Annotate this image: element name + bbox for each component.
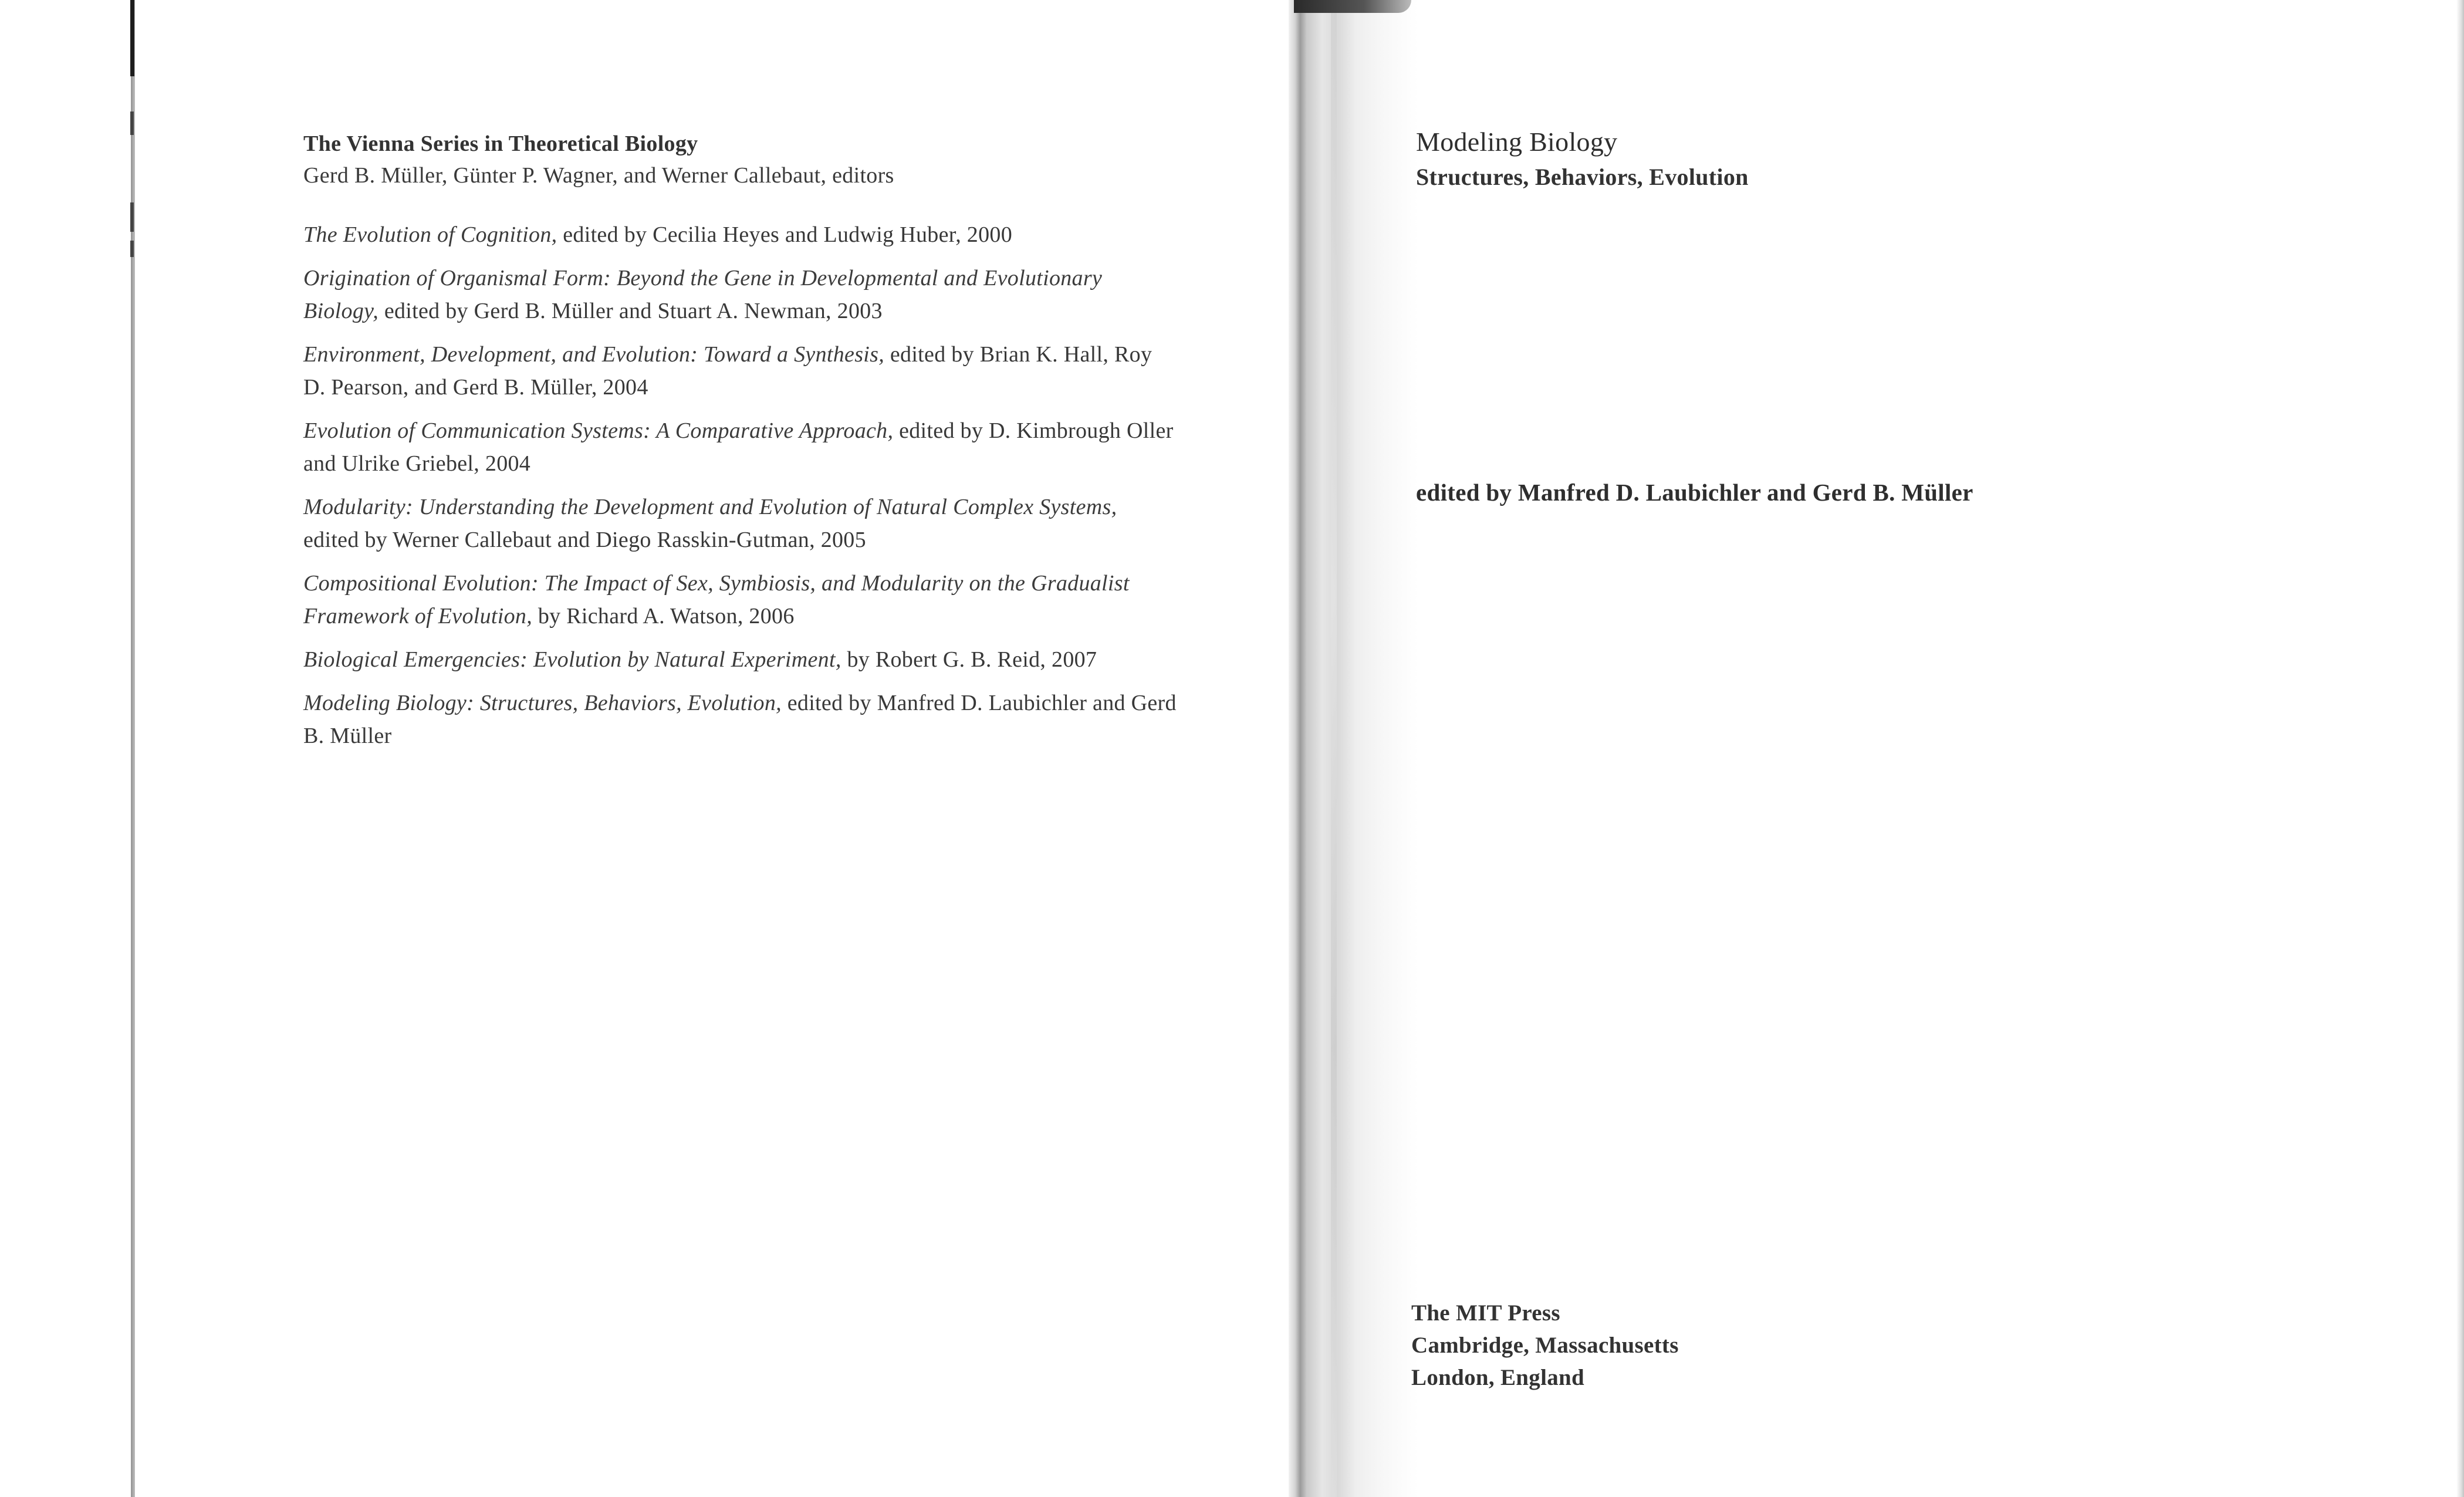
book-entry bbox=[303, 338, 1178, 404]
edge-mark bbox=[130, 111, 134, 135]
title-block bbox=[1416, 123, 2120, 194]
book-title: Evolution of Communication Systems: A Comparative Approach, bbox=[303, 418, 894, 443]
book-entry bbox=[303, 643, 1178, 676]
book-main-title: Modeling Biology bbox=[1416, 127, 1618, 157]
series-title: The Vienna Series in Theoretical Biology bbox=[303, 131, 698, 156]
gutter-streak bbox=[1331, 0, 1337, 1497]
publisher-city-2: London, England bbox=[1411, 1365, 1585, 1390]
gutter-top-shadow bbox=[1294, 0, 1411, 13]
page-gutter-shadow bbox=[1289, 0, 1418, 1497]
book-entry bbox=[303, 491, 1178, 556]
book-title: Compositional Evolution: The Impact of Sex, Symbiosis, and Modularity on the Gradualist Framework of Evolution, bbox=[303, 571, 1130, 628]
book-entry bbox=[303, 567, 1178, 633]
book-details: by Robert G. B. Reid, 2007 bbox=[847, 647, 1097, 672]
publisher-name: The MIT Press bbox=[1411, 1300, 1560, 1326]
book-details: edited by Cecilia Heyes and Ludwig Huber, 2000 bbox=[563, 222, 1012, 247]
series-book-list bbox=[303, 218, 1178, 763]
book-title: Environment, Development, and Evolution: Toward a Synthesis, bbox=[303, 342, 885, 367]
book-title: The Evolution of Cognition, bbox=[303, 222, 557, 247]
book-details: edited by D. Kimbrough Oller and Ulrike Griebel, 2004 bbox=[303, 418, 1174, 476]
book-title: Modeling Biology: Structures, Behaviors, Evolution, bbox=[303, 691, 782, 715]
book-details: edited by Manfred D. Laubichler and Gerd B. Müller bbox=[303, 691, 1177, 748]
book-editors: edited by Manfred D. Laubichler and Gerd B. Müller bbox=[1416, 479, 1973, 506]
publisher-block bbox=[1411, 1297, 1679, 1394]
publisher-city: Cambridge, Massachusetts bbox=[1411, 1333, 1679, 1358]
book-details: edited by Werner Callebaut and Diego Rasskin-Gutman, 2005 bbox=[303, 528, 866, 552]
book-title: Modularity: Understanding the Development and Evolution of Natural Complex Systems, bbox=[303, 495, 1117, 519]
edge-mark bbox=[130, 202, 134, 232]
left-page-edge-dark bbox=[130, 0, 134, 76]
book-details: by Richard A. Watson, 2006 bbox=[538, 604, 795, 628]
book-entry bbox=[303, 414, 1178, 480]
right-page-edge bbox=[2456, 0, 2464, 1497]
book-entry bbox=[303, 687, 1178, 752]
series-editors: Gerd B. Müller, Günter P. Wagner, and Werner Callebaut, editors bbox=[303, 163, 894, 188]
book-details: edited by Gerd B. Müller and Stuart A. Newman, 2003 bbox=[384, 299, 883, 323]
book-entry bbox=[303, 262, 1178, 327]
series-header bbox=[303, 128, 1184, 191]
book-subtitle: Structures, Behaviors, Evolution bbox=[1416, 164, 1749, 190]
edge-mark bbox=[130, 241, 134, 257]
book-title: Biological Emergencies: Evolution by Natural Experiment, bbox=[303, 647, 841, 672]
book-details: edited by Brian K. Hall, Roy D. Pearson, and Gerd B. Müller, 2004 bbox=[303, 342, 1152, 400]
book-entry bbox=[303, 218, 1178, 251]
book-title: Origination of Organismal Form: Beyond the Gene in Developmental and Evolutionary Biology, bbox=[303, 266, 1103, 323]
